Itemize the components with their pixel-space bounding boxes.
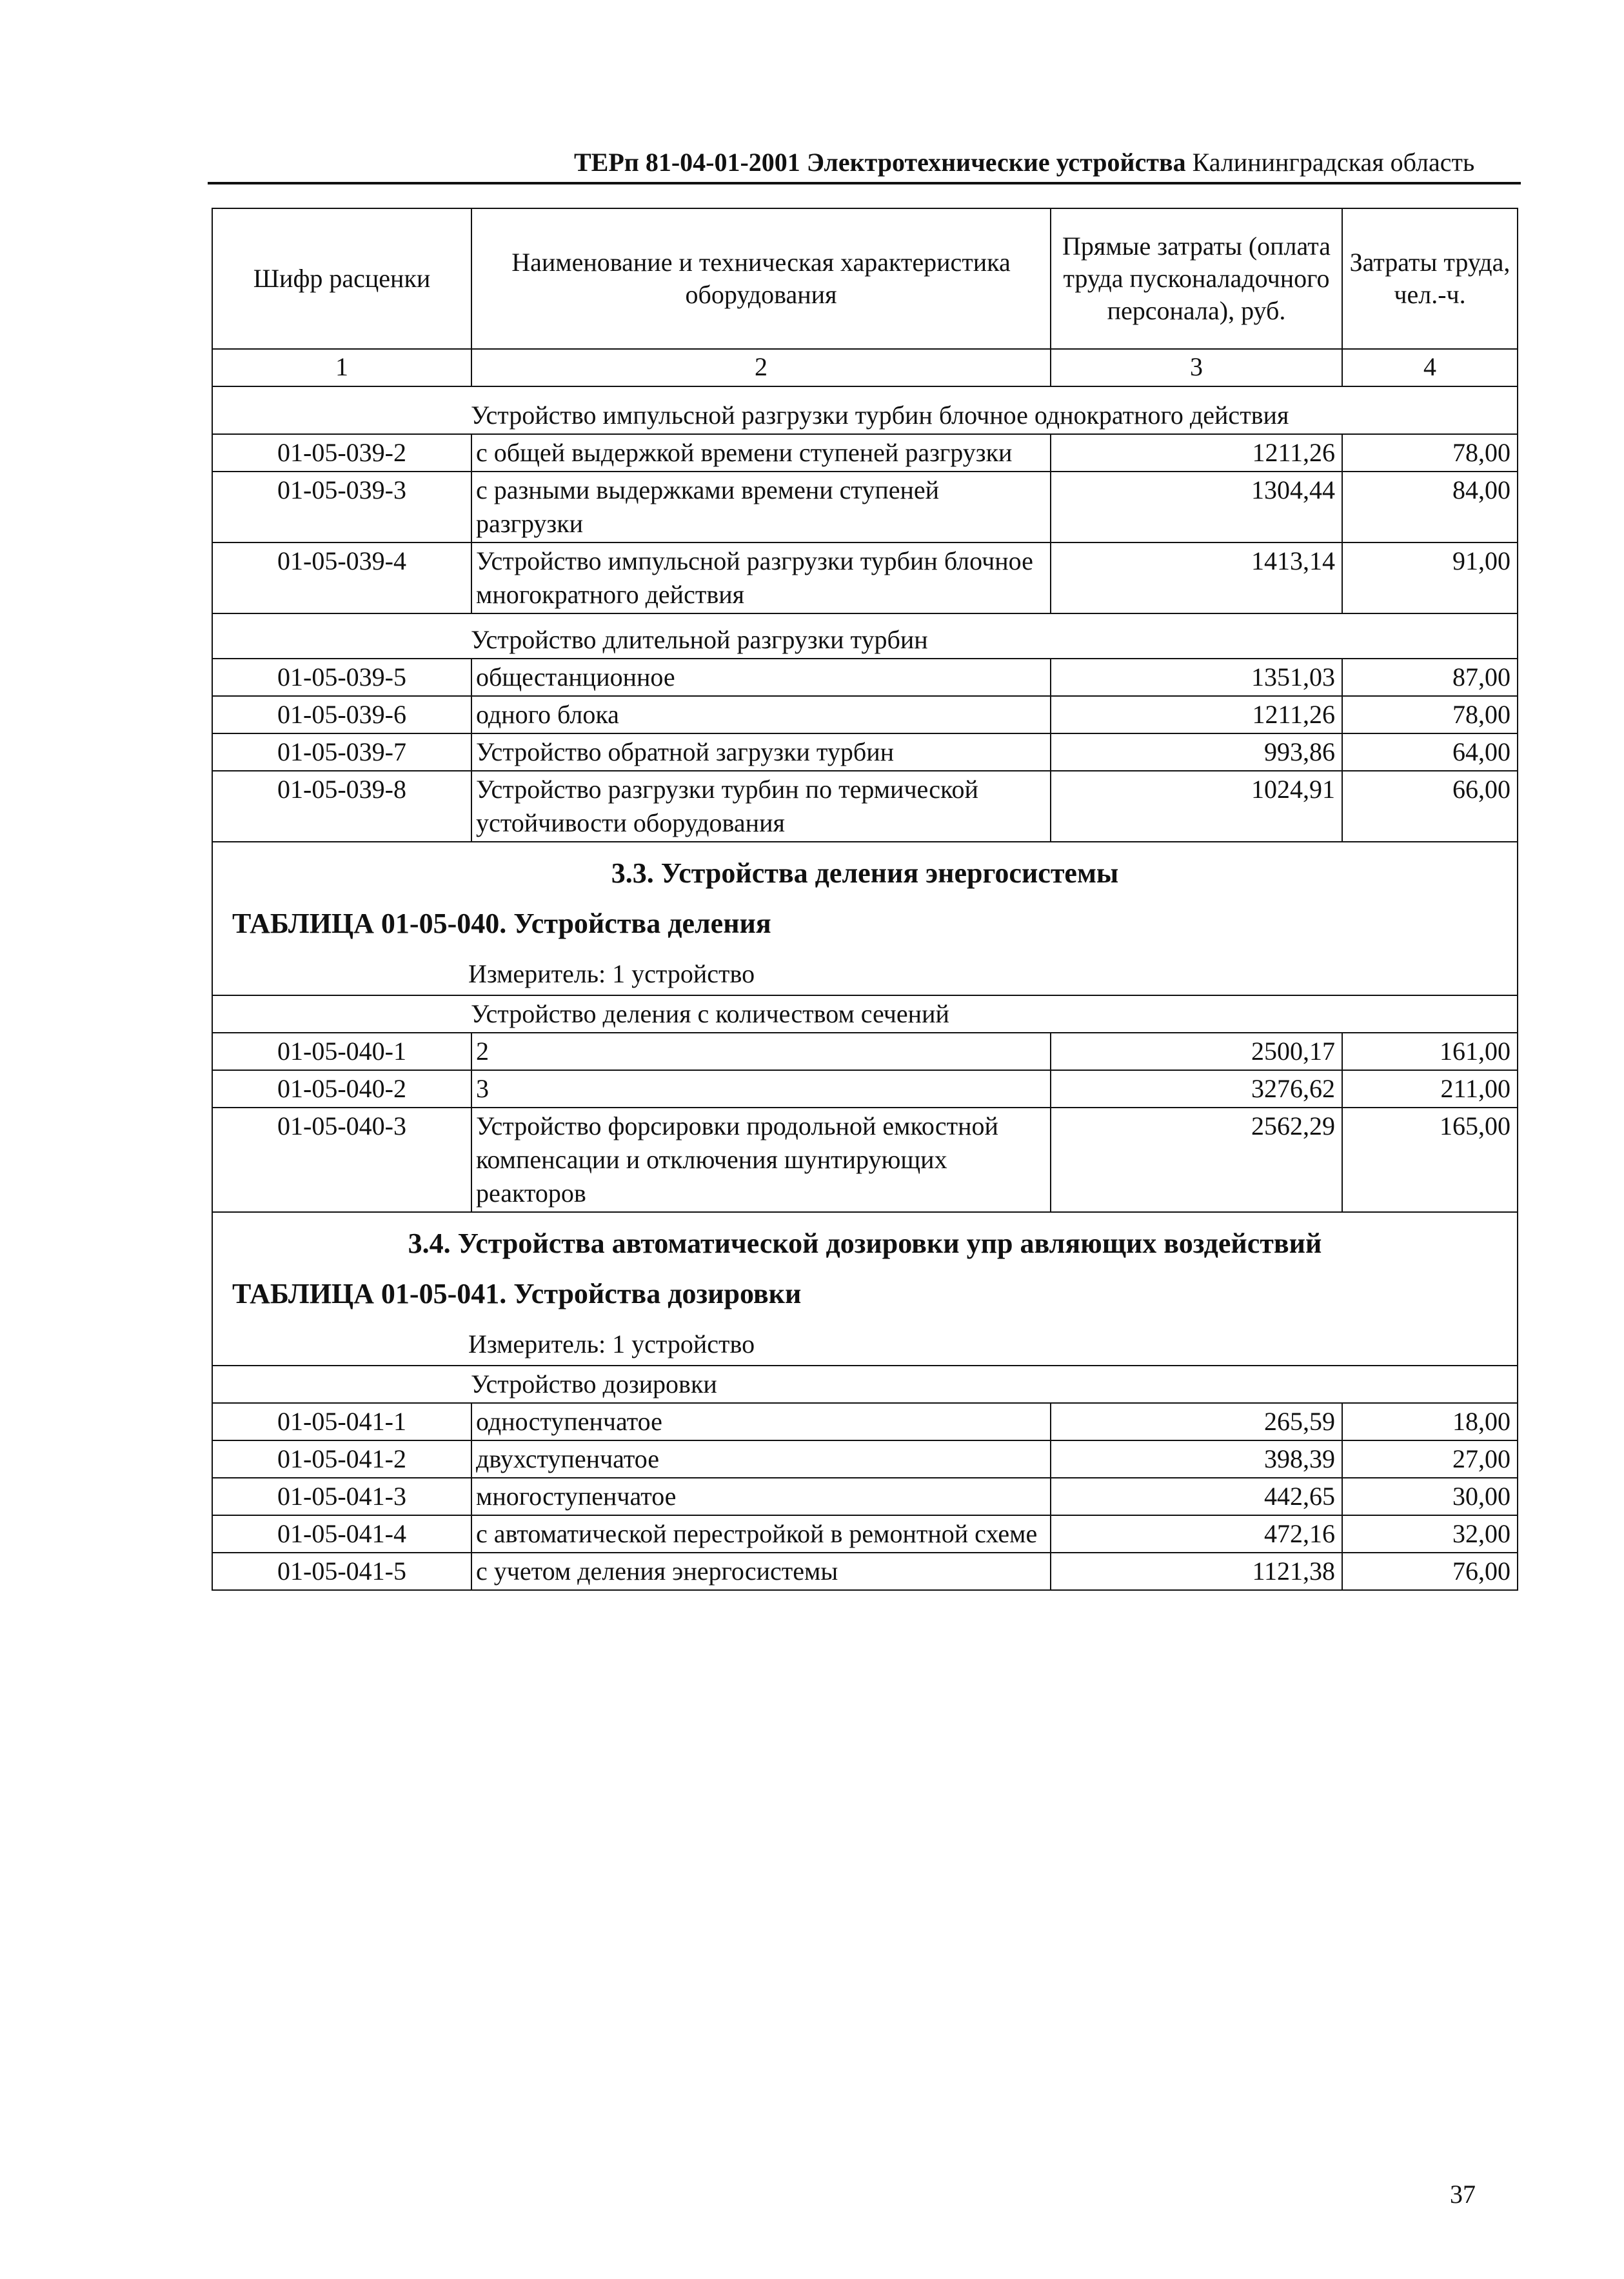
rate-code: 01-05-039-4 <box>212 542 471 613</box>
table-row <box>212 1440 1518 1478</box>
rate-code: 01-05-039-7 <box>212 733 471 771</box>
col-number: 2 <box>471 349 1051 386</box>
col-number: 3 <box>1051 349 1342 386</box>
rate-code: 01-05-040-2 <box>212 1070 471 1108</box>
rate-labor: 30,00 <box>1342 1478 1518 1515</box>
section-row <box>212 1212 1518 1366</box>
group-row <box>212 995 1518 1033</box>
rate-code: 01-05-039-8 <box>212 771 471 842</box>
rate-name: одного блока <box>471 696 1051 733</box>
section-block <box>212 1212 1518 1366</box>
section-block <box>212 842 1518 995</box>
table-row <box>212 1478 1518 1515</box>
doc-region: Калининградская область <box>1192 148 1475 177</box>
table-row <box>212 1070 1518 1108</box>
rate-labor: 64,00 <box>1342 733 1518 771</box>
rate-code: 01-05-041-4 <box>212 1515 471 1553</box>
rate-labor: 32,00 <box>1342 1515 1518 1553</box>
group-row <box>212 1366 1518 1403</box>
group-row <box>212 613 1518 659</box>
rate-code: 01-05-041-1 <box>212 1403 471 1440</box>
rate-labor: 18,00 <box>1342 1403 1518 1440</box>
table-row <box>212 1553 1518 1590</box>
rate-cost: 1413,14 <box>1051 542 1342 613</box>
rate-code: 01-05-041-2 <box>212 1440 471 1478</box>
table-row <box>212 733 1518 771</box>
rate-labor: 91,00 <box>1342 542 1518 613</box>
rate-name: 3 <box>471 1070 1051 1108</box>
page-number: 37 <box>1450 2180 1476 2209</box>
rate-name: одноступенчатое <box>471 1403 1051 1440</box>
group-row <box>212 386 1518 434</box>
group-title: Устройство деления с количеством сечений <box>212 995 1518 1033</box>
doc-code: ТЕРп 81-04-01-2001 <box>574 148 800 177</box>
page-header <box>574 147 1474 177</box>
group-title: Устройство длительной разгрузки турбин <box>212 613 1518 659</box>
table-header-row <box>212 208 1518 349</box>
rate-name: с общей выдержкой времени ступеней разгрузки <box>471 434 1051 472</box>
col-number: 1 <box>212 349 471 386</box>
rate-labor: 84,00 <box>1342 472 1518 542</box>
rate-cost: 1121,38 <box>1051 1553 1342 1590</box>
rates-table <box>212 208 1518 1591</box>
header-rule <box>208 182 1521 184</box>
rate-labor: 87,00 <box>1342 659 1518 696</box>
table-row <box>212 1515 1518 1553</box>
group-title: Устройство дозировки <box>212 1366 1518 1403</box>
table-title: ТАБЛИЦА 01-05-040. Устройства деления <box>232 908 771 939</box>
rate-code: 01-05-041-3 <box>212 1478 471 1515</box>
rate-name: Устройство разгрузки турбин по термической устойчивости оборудования <box>471 771 1051 842</box>
table-row <box>212 1403 1518 1440</box>
col-cost-header: Прямые затраты (оплата труда пусконаладочного персонала), руб. <box>1051 208 1342 349</box>
table-row <box>212 771 1518 842</box>
rate-cost: 2562,29 <box>1051 1108 1342 1212</box>
rate-name: Устройство форсировки продольной емкостной компенсации и отключения шунтирующих реакторов <box>471 1108 1051 1212</box>
rate-code: 01-05-039-5 <box>212 659 471 696</box>
doc-title: Электротехнические устройства <box>806 148 1186 177</box>
rate-cost: 398,39 <box>1051 1440 1342 1478</box>
rate-labor: 78,00 <box>1342 434 1518 472</box>
rate-name: с разными выдержками времени ступеней разгрузки <box>471 472 1051 542</box>
rate-cost: 993,86 <box>1051 733 1342 771</box>
rate-code: 01-05-039-2 <box>212 434 471 472</box>
rate-code: 01-05-040-3 <box>212 1108 471 1212</box>
rate-labor: 66,00 <box>1342 771 1518 842</box>
rate-name: общестанционное <box>471 659 1051 696</box>
rate-cost: 1351,03 <box>1051 659 1342 696</box>
rate-labor: 211,00 <box>1342 1070 1518 1108</box>
rate-labor: 78,00 <box>1342 696 1518 733</box>
rate-name: Устройство импульсной разгрузки турбин блочное многократного действия <box>471 542 1051 613</box>
rate-labor: 165,00 <box>1342 1108 1518 1212</box>
table-row <box>212 659 1518 696</box>
col-number: 4 <box>1342 349 1518 386</box>
col-labor-header: Затраты труда, чел.-ч. <box>1342 208 1518 349</box>
rate-name: с автоматической перестройкой в ремонтной схеме <box>471 1515 1051 1553</box>
table-title: ТАБЛИЦА 01-05-041. Устройства дозировки <box>232 1278 802 1309</box>
rate-code: 01-05-040-1 <box>212 1033 471 1070</box>
col-code-header: Шифр расценки <box>212 208 471 349</box>
rate-name: Устройство обратной загрузки турбин <box>471 733 1051 771</box>
rate-name: многоступенчатое <box>471 1478 1051 1515</box>
rate-cost: 472,16 <box>1051 1515 1342 1553</box>
rate-cost: 442,65 <box>1051 1478 1342 1515</box>
table-row <box>212 542 1518 613</box>
rate-name: 2 <box>471 1033 1051 1070</box>
section-heading: 3.3. Устройства деления энергосистемы <box>611 857 1119 889</box>
rate-cost: 1024,91 <box>1051 771 1342 842</box>
table-row <box>212 696 1518 733</box>
rate-code: 01-05-039-3 <box>212 472 471 542</box>
group-title: Устройство импульсной разгрузки турбин блочное однократного действия <box>212 386 1518 434</box>
rate-code: 01-05-039-6 <box>212 696 471 733</box>
rate-cost: 1211,26 <box>1051 696 1342 733</box>
section-heading: 3.4. Устройства автоматической дозировки упр авляющих воздействий <box>408 1228 1322 1259</box>
rate-cost: 1304,44 <box>1051 472 1342 542</box>
table-row <box>212 472 1518 542</box>
table-row <box>212 434 1518 472</box>
table-row <box>212 1108 1518 1212</box>
section-row <box>212 842 1518 995</box>
rate-name: двухступенчатое <box>471 1440 1051 1478</box>
table-row <box>212 1033 1518 1070</box>
rate-labor: 161,00 <box>1342 1033 1518 1070</box>
rate-cost: 3276,62 <box>1051 1070 1342 1108</box>
rate-cost: 2500,17 <box>1051 1033 1342 1070</box>
column-numbers-row <box>212 349 1518 386</box>
rate-labor: 27,00 <box>1342 1440 1518 1478</box>
col-name-header: Наименование и техническая характеристика оборудования <box>471 208 1051 349</box>
rate-labor: 76,00 <box>1342 1553 1518 1590</box>
meter-label: Измеритель: 1 устройство <box>468 959 755 988</box>
rate-cost: 265,59 <box>1051 1403 1342 1440</box>
rate-code: 01-05-041-5 <box>212 1553 471 1590</box>
rate-name: с учетом деления энергосистемы <box>471 1553 1051 1590</box>
meter-label: Измеритель: 1 устройство <box>468 1329 755 1358</box>
rate-cost: 1211,26 <box>1051 434 1342 472</box>
